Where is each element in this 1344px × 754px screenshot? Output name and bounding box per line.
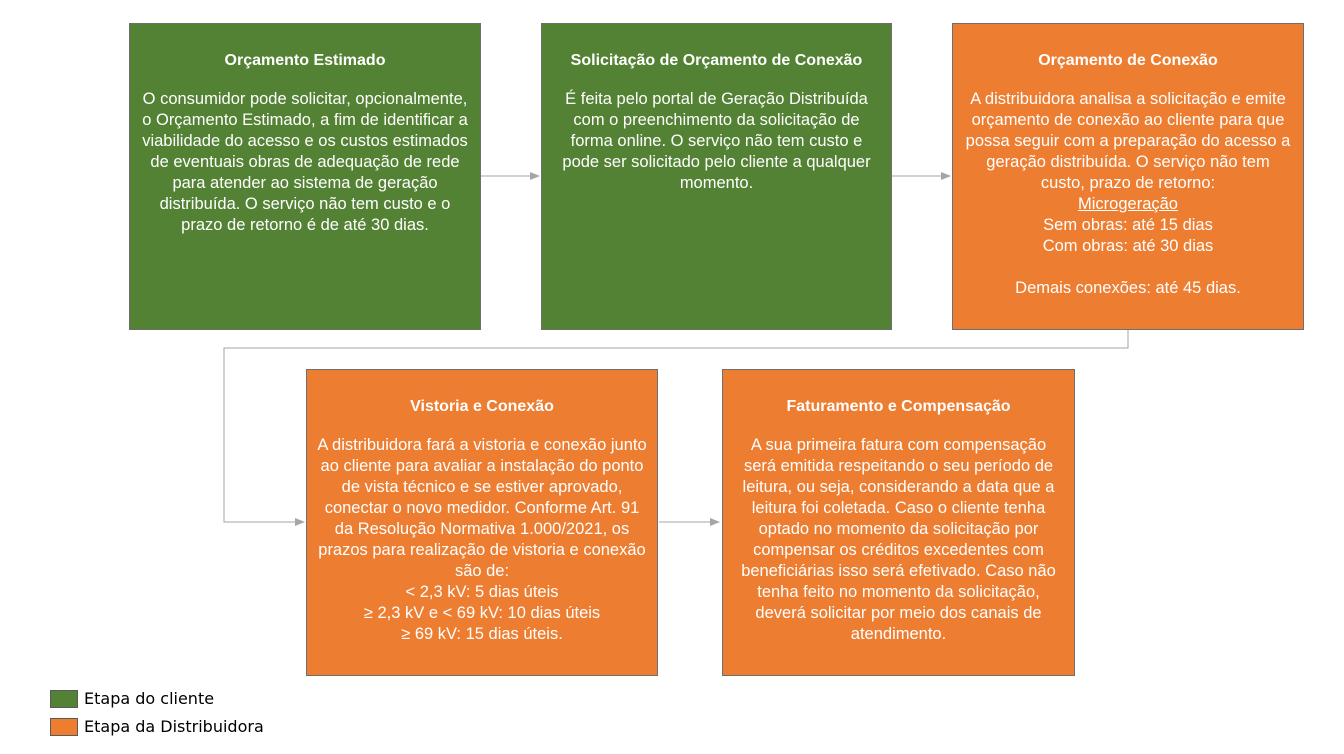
step-description: A distribuidora fará a vistoria e conexão junto ao cliente para avaliar a instalação do ponto de vista técnico e se estiver aprovado, conectar o novo medidor. Conforme Art. 91 da Resolução Normativa 1.000/2021, os prazos para realização de vistoria e conexão são de:: [317, 436, 647, 580]
step-title: Orçamento Estimado: [224, 52, 386, 69]
deadline-subheading: Microgeração: [1078, 195, 1178, 213]
step-description: O consumidor pode solicitar, opcionalmente, o Orçamento Estimado, a fim de identificar a viabilidade do acesso e os custos estimados de eventuais obras de adequação de rede para atender ao sistema de geração distribuída. O serviço não tem custo e o prazo de retorno é de até 30 dias.: [142, 90, 468, 234]
deadline-line: Sem obras: até 15 dias: [1043, 216, 1213, 234]
legend-label: Etapa da Distribuidora: [84, 717, 264, 736]
legend-item-distributor: [50, 717, 264, 736]
deadline-footer: Demais conexões: até 45 dias.: [1015, 279, 1241, 297]
step-solicitacao-orcamento-conexao: [541, 23, 892, 330]
step-faturamento-compensacao: [722, 369, 1075, 676]
deadline-line: < 2,3 kV: 5 dias úteis: [405, 583, 559, 601]
step-orcamento-conexao: [952, 23, 1304, 330]
step-title: Faturamento e Compensação: [786, 398, 1011, 415]
legend-item-client: [50, 689, 214, 708]
deadline-line: Com obras: até 30 dias: [1042, 237, 1214, 255]
legend-swatch-green: [50, 690, 78, 708]
step-orcamento-estimado: [129, 23, 481, 330]
step-vistoria-conexao: [306, 369, 658, 676]
deadline-line: ≥ 2,3 kV e < 69 kV: 10 dias úteis: [363, 604, 601, 622]
legend-label: Etapa do cliente: [84, 689, 215, 708]
step-description: A sua primeira fatura com compensação será emitida respeitando o seu período de leitura, ou seja, considerando a data que a leitura foi coletada. Caso o cliente tenha optado no momento da solicitação por compensar os créditos excedentes com beneficiárias isso será efetivado. Caso não tenha feito no momento da solicitação, deverá solicitar por meio dos canais de atendimento.: [741, 436, 1056, 643]
step-description: É feita pelo portal de Geração Distribuída com o preenchimento da solicitação de forma online. O serviço não tem custo e pode ser solicitado pelo cliente a qualquer momento.: [562, 90, 871, 192]
deadline-line: ≥ 69 kV: 15 dias úteis.: [401, 625, 563, 643]
step-title: Orçamento de Conexão: [1038, 52, 1218, 69]
legend-swatch-orange: [50, 718, 78, 736]
step-description: A distribuidora analisa a solicitação e emite orçamento de conexão ao cliente para que possa seguir com a preparação do acesso a geração distribuída. O serviço não tem custo, prazo de retorno:: [965, 90, 1291, 192]
step-title: Vistoria e Conexão: [410, 398, 554, 415]
step-title: Solicitação de Orçamento de Conexão: [570, 52, 863, 69]
